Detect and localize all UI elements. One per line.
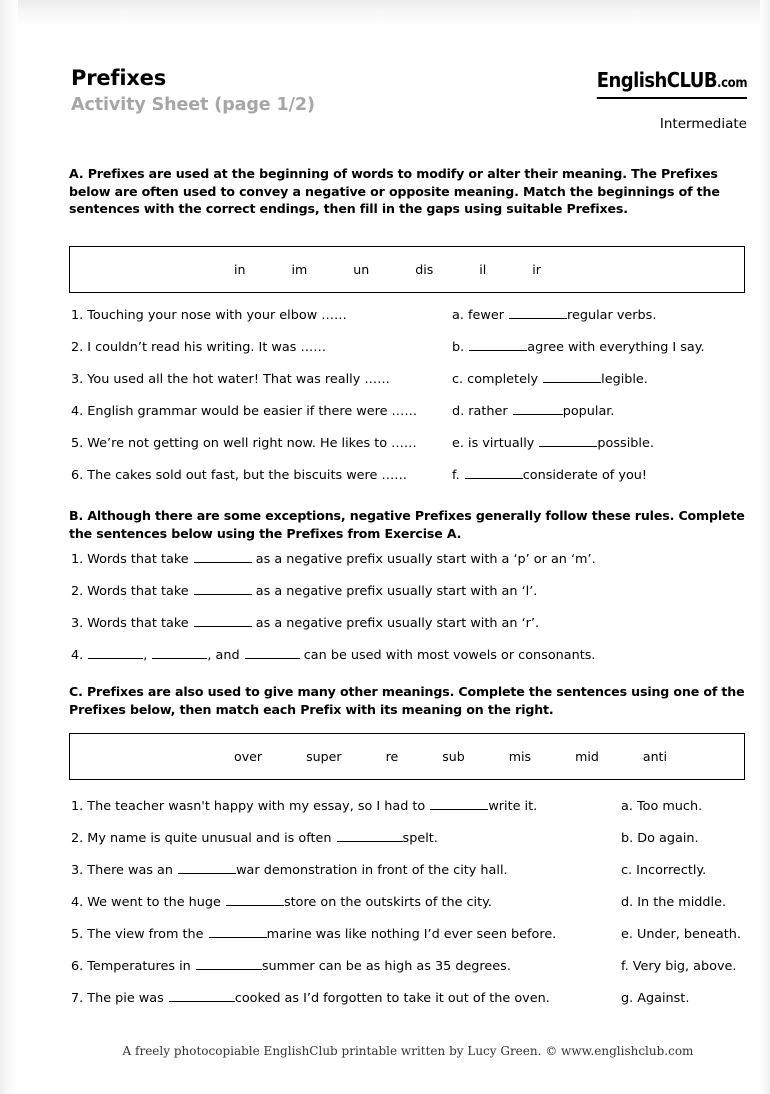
prefix-chip-4: mis xyxy=(508,748,532,764)
worksheet-header xyxy=(69,66,747,146)
worksheet-page xyxy=(69,0,747,1094)
gap-fill-sentence[interactable]: 5. The view from the marine was like nothing I’d ever seen before. xyxy=(71,927,557,942)
exercise-row xyxy=(69,798,749,830)
gap-fill-sentence[interactable]: 4. We went to the huge store on the outskirts of the city. xyxy=(71,895,492,910)
exercise-row xyxy=(69,830,749,862)
gap-fill-sentence[interactable]: 2. My name is quite unusual and is often spelt. xyxy=(71,831,438,846)
sentence-beginning[interactable]: 4. English grammar would be easier if there were …… xyxy=(71,404,418,419)
answer-blank[interactable] xyxy=(226,894,284,906)
answer-blank[interactable] xyxy=(430,798,488,810)
footer-credit: A freely photocopiable EnglishClub printable written by Lucy Green. © www.englishclub.com xyxy=(122,1044,694,1058)
answer-blank[interactable] xyxy=(196,958,262,970)
section-a-prefix-list xyxy=(70,247,744,292)
prefix-chip-3: dis xyxy=(415,261,434,277)
answer-blank[interactable] xyxy=(194,615,252,627)
prefix-chip-3: sub xyxy=(442,748,465,764)
exercise-row xyxy=(69,958,749,990)
rule-statement[interactable]: 1. Words that take as a negative prefix usually start with a ‘p’ or an ‘m’. xyxy=(71,552,596,567)
section-a-instructions: A. Prefixes are used at the beginning of words to modify or alter their meaning. The Prefixes below are often used to convey a negative or opposite meaning. Match the beginnings of the sentences with the correct endings, then fill in the gaps using suitable Prefixes. xyxy=(69,166,720,216)
answer-blank[interactable] xyxy=(245,647,300,659)
exercise-row xyxy=(69,339,749,371)
answer-blank[interactable] xyxy=(194,583,252,595)
section-c-prefix-box xyxy=(69,733,745,780)
section-c-instructions: C. Prefixes are also used to give many other meanings. Complete the sentences using one of the Prefixes below, then match each Prefix with its meaning on the right. xyxy=(69,684,745,717)
rule-statement[interactable]: 2. Words that take as a negative prefix usually start with an ‘l’. xyxy=(71,584,538,599)
answer-blank[interactable] xyxy=(209,926,267,938)
exercise-row xyxy=(69,926,749,958)
prefix-chip-4: il xyxy=(479,261,487,277)
prefix-chip-5: mid xyxy=(575,748,599,764)
sentence-beginning[interactable]: 5. We’re not getting on well right now. He likes to …… xyxy=(71,436,417,451)
exercise-row xyxy=(69,894,749,926)
answer-blank[interactable] xyxy=(469,339,527,351)
answer-blank[interactable] xyxy=(337,830,403,842)
section-c-matching-exercise xyxy=(69,798,749,1022)
gap-fill-sentence[interactable]: 3. There was an war demonstration in front of the city hall. xyxy=(71,863,508,878)
answer-blank[interactable] xyxy=(543,371,601,383)
exercise-row xyxy=(69,990,749,1022)
sentence-ending[interactable]: b. agree with everything I say. xyxy=(452,340,705,355)
prefix-meaning[interactable]: g. Against. xyxy=(621,991,690,1006)
brand-name: EnglishCLUB xyxy=(596,68,717,92)
page-subtitle: Activity Sheet (page 1/2) xyxy=(71,95,315,115)
prefix-meaning[interactable]: a. Too much. xyxy=(621,799,703,814)
exercise-row xyxy=(69,435,749,467)
rule-statement[interactable]: 3. Words that take as a negative prefix usually start with an ‘r’. xyxy=(71,616,540,631)
answer-blank[interactable] xyxy=(152,647,207,659)
page-title: Prefixes xyxy=(71,66,167,90)
prefix-chip-1: super xyxy=(306,748,342,764)
answer-blank[interactable] xyxy=(509,307,567,319)
prefix-meaning[interactable]: e. Under, beneath. xyxy=(621,927,741,942)
prefix-chip-6: anti xyxy=(642,748,667,764)
section-a-prefix-box xyxy=(69,246,745,293)
exercise-row xyxy=(69,467,749,499)
rule-statement[interactable]: 4. , , and can be used with most vowels or consonants. xyxy=(71,648,596,663)
answer-blank[interactable] xyxy=(88,647,143,659)
sentence-beginning[interactable]: 6. The cakes sold out fast, but the biscuits were …… xyxy=(71,468,408,483)
prefix-chip-0: in xyxy=(234,261,246,277)
sentence-beginning[interactable]: 1. Touching your nose with your elbow …… xyxy=(71,308,347,323)
section-b-instructions: B. Although there are some exceptions, negative Prefixes generally follow these rules. Complete the sentences below using the Prefixes from Exercise A. xyxy=(69,508,745,541)
gap-fill-sentence[interactable]: 6. Temperatures in summer can be as high as 35 degrees. xyxy=(71,959,511,974)
sentence-ending[interactable]: e. is virtually possible. xyxy=(452,436,654,451)
answer-blank[interactable] xyxy=(539,435,597,447)
prefix-meaning[interactable]: d. In the middle. xyxy=(621,895,727,910)
sentence-ending[interactable]: a. fewer regular verbs. xyxy=(452,308,657,323)
brand-block xyxy=(580,68,747,133)
prefix-chip-5: ir xyxy=(532,261,541,277)
section-c-prefix-list xyxy=(70,734,744,779)
sentence-ending[interactable]: d. rather popular. xyxy=(452,404,615,419)
prefix-chip-2: re xyxy=(385,748,399,764)
brand-suffix: .com xyxy=(716,76,747,91)
sentence-ending[interactable]: f. considerate of you! xyxy=(452,468,648,483)
prefix-meaning[interactable]: b. Do again. xyxy=(621,831,699,846)
gap-fill-sentence[interactable]: 1. The teacher wasn't happy with my essay, so I had to write it. xyxy=(71,799,538,814)
answer-blank[interactable] xyxy=(513,403,563,415)
prefix-meaning[interactable]: f. Very big, above. xyxy=(621,959,737,974)
prefix-chip-1: im xyxy=(291,261,308,277)
exercise-row xyxy=(69,403,749,435)
answer-blank[interactable] xyxy=(194,551,252,563)
exercise-row xyxy=(69,307,749,339)
prefix-chip-0: over xyxy=(234,748,263,764)
sentence-beginning[interactable]: 3. You used all the hot water! That was really …… xyxy=(71,372,390,387)
title-block xyxy=(71,66,315,116)
prefix-meaning[interactable]: c. Incorrectly. xyxy=(621,863,707,878)
answer-blank[interactable] xyxy=(465,467,523,479)
sentence-ending[interactable]: c. completely legible. xyxy=(452,372,648,387)
page-edge-shading-right xyxy=(760,0,770,1094)
gap-fill-sentence[interactable]: 7. The pie was cooked as I’d forgotten to take it out of the oven. xyxy=(71,991,550,1006)
answer-blank[interactable] xyxy=(178,862,236,874)
page-edge-shading-left xyxy=(0,0,18,1094)
sentence-beginning[interactable]: 2. I couldn’t read his writing. It was …… xyxy=(71,340,327,355)
section-a-matching-exercise xyxy=(69,307,749,499)
section-b-statements xyxy=(69,551,749,679)
exercise-row xyxy=(69,862,749,894)
level-label: Intermediate xyxy=(659,116,747,132)
prefix-chip-2: un xyxy=(353,261,370,277)
englishclub-logo xyxy=(597,68,747,99)
exercise-row xyxy=(69,371,749,403)
answer-blank[interactable] xyxy=(169,990,235,1002)
